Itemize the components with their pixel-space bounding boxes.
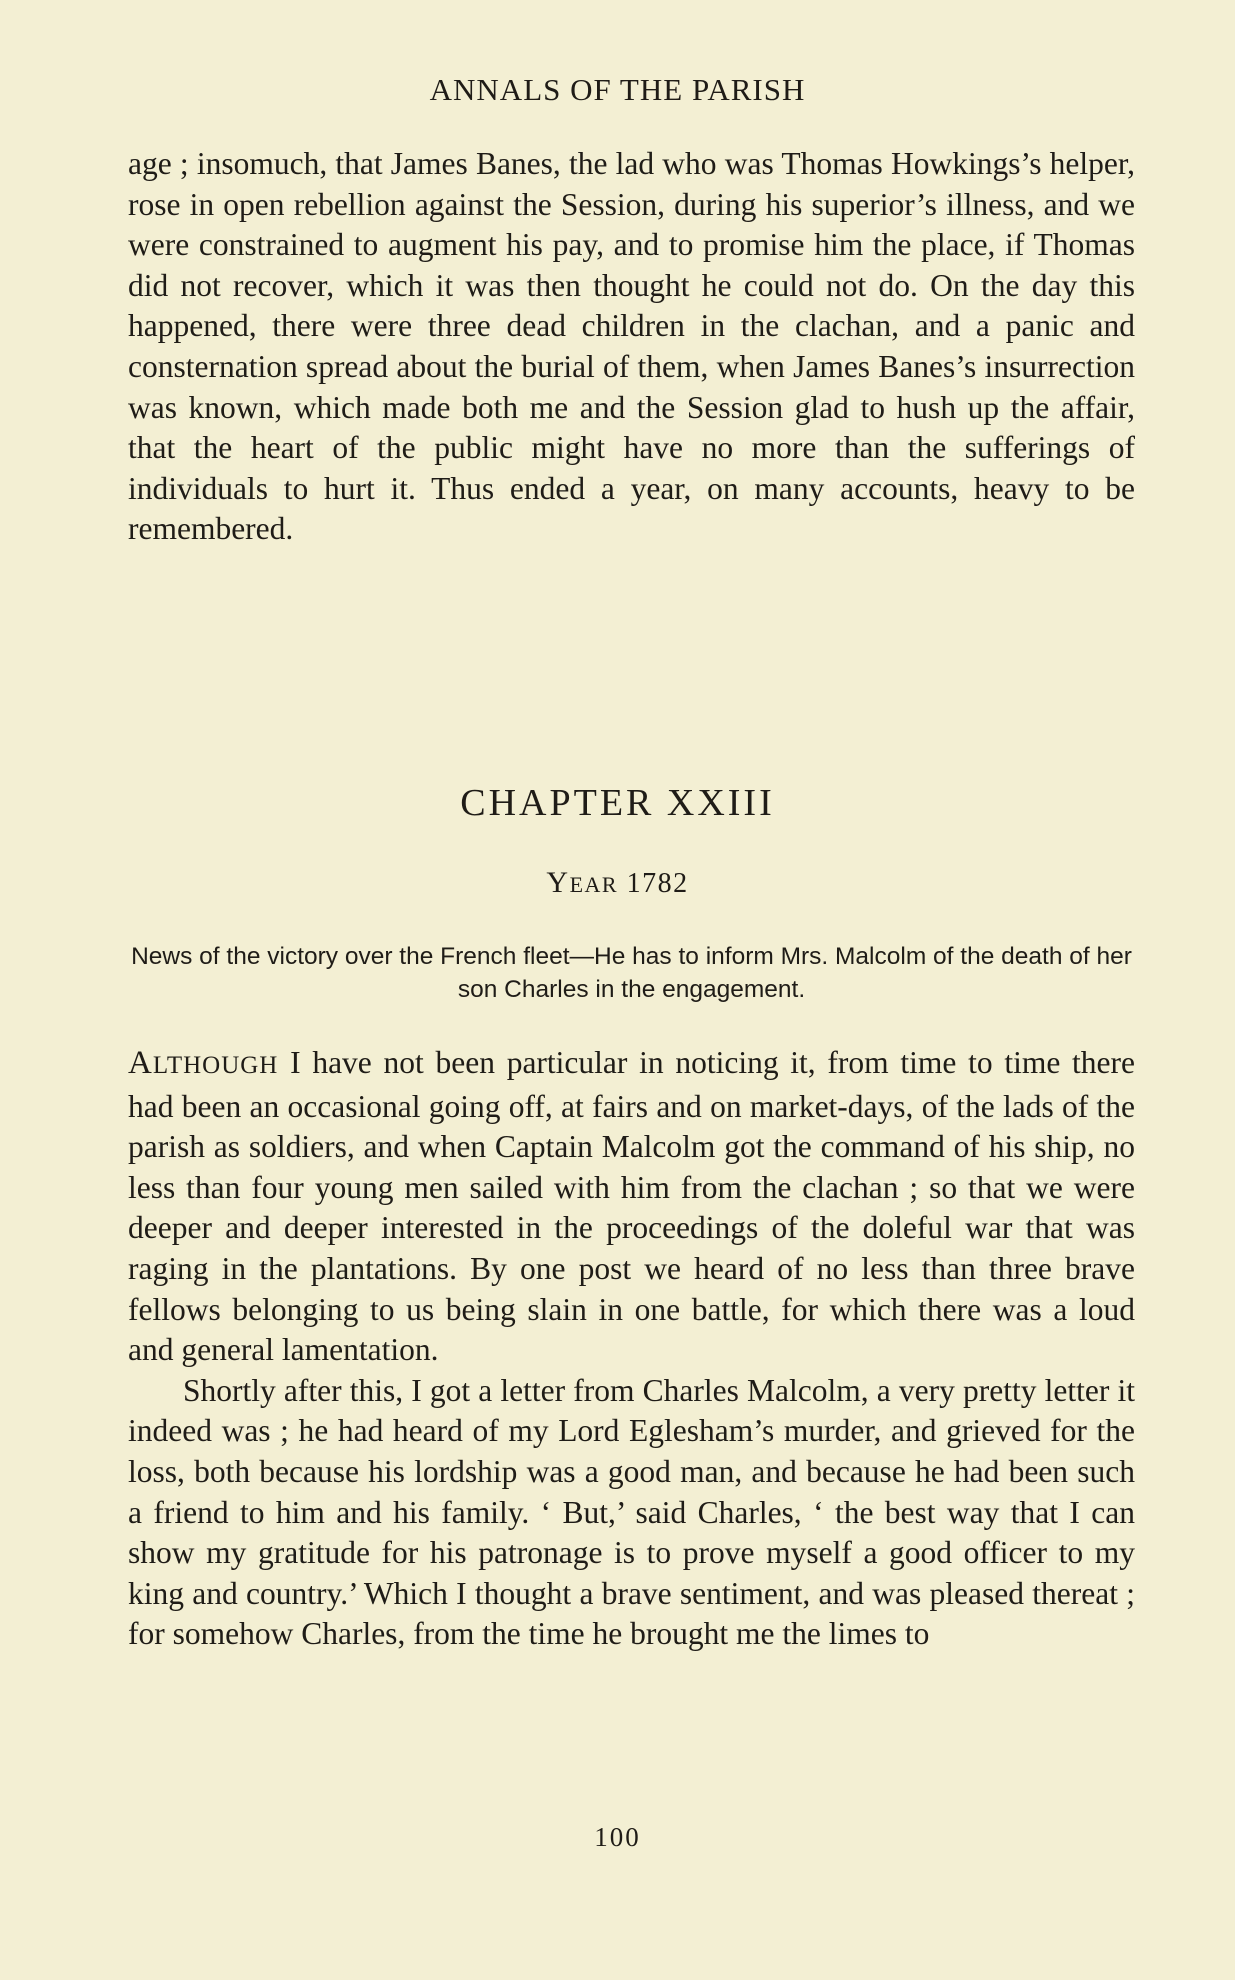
- chapter-year-number: 1782: [626, 868, 689, 899]
- chapter-title: CHAPTER XXIII: [460, 782, 775, 824]
- chapter-synopsis: News of the victory over the French fleet—He has to inform Mrs. Malcolm of the death of her son Charles in the engagement.: [131, 943, 1132, 1003]
- running-head: ANNALS OF THE PARISH: [429, 72, 806, 107]
- body-paragraph-2: Shortly after this, I got a letter from Charles Malcolm, a very pretty letter it indeed was ; he had heard of my Lord Eglesham’s murder, and grieved for the loss, both because his lordship was a good man, and because he had been such a friend to him and his family. ‘ But,’ said Charles, ‘ the best way that I can show my gratitude for his patronage is to prove myself a good officer to my king and country.’ Which I thought a brave sentiment, and was pleased thereat ; for somehow Charles, from the time he brought me the limes to: [128, 1372, 1135, 1652]
- page-number: 100: [594, 1822, 641, 1852]
- intro-paragraph-block: [128, 144, 1135, 550]
- chapter-year-lead: Y: [546, 866, 570, 899]
- opening-word-rest: LTHOUGH: [152, 1052, 279, 1079]
- chapter-year-rest: EAR: [569, 872, 619, 897]
- body-paragraph-1-text: I have not been particular in noticing it, from time to time there had been an occasional going off, at fairs and on market-days, of the lads of the parish as soldiers, and when Captain Malcolm got the command of his ship, no less than four young men sailed with him from the clachan ; so that we were deeper and deeper interested in the proceedings of the doleful war that was raging in the plantations. By one post we heard of no less than three brave fellows belonging to us being slain in one battle, for which there was a loud and general lamentation.: [128, 1045, 1135, 1368]
- intro-paragraph: age ; insomuch, that James Banes, the lad who was Thomas Howkings’s helper, rose in open rebellion against the Session, during his superior’s illness, and we were constrained to augment his pay, and to promise him the place, if Thomas did not recover, which it was then thought he could not do. On the day this happened, there were three dead children in the clachan, and a panic and consternation spread about the burial of them, when James Banes’s insurrection was known, which made both me and the Session glad to hush up the affair, that the heart of the public might have no more than the sufferings of individuals to hurt it. Thus ended a year, on many accounts, heavy to be remembered.: [128, 146, 1135, 547]
- chapter-body: [128, 1043, 1135, 1655]
- opening-word: [128, 1045, 278, 1080]
- opening-initial: A: [128, 1045, 153, 1081]
- chapter-year: [0, 866, 1235, 900]
- body-paragraph-1: [128, 1043, 1135, 1371]
